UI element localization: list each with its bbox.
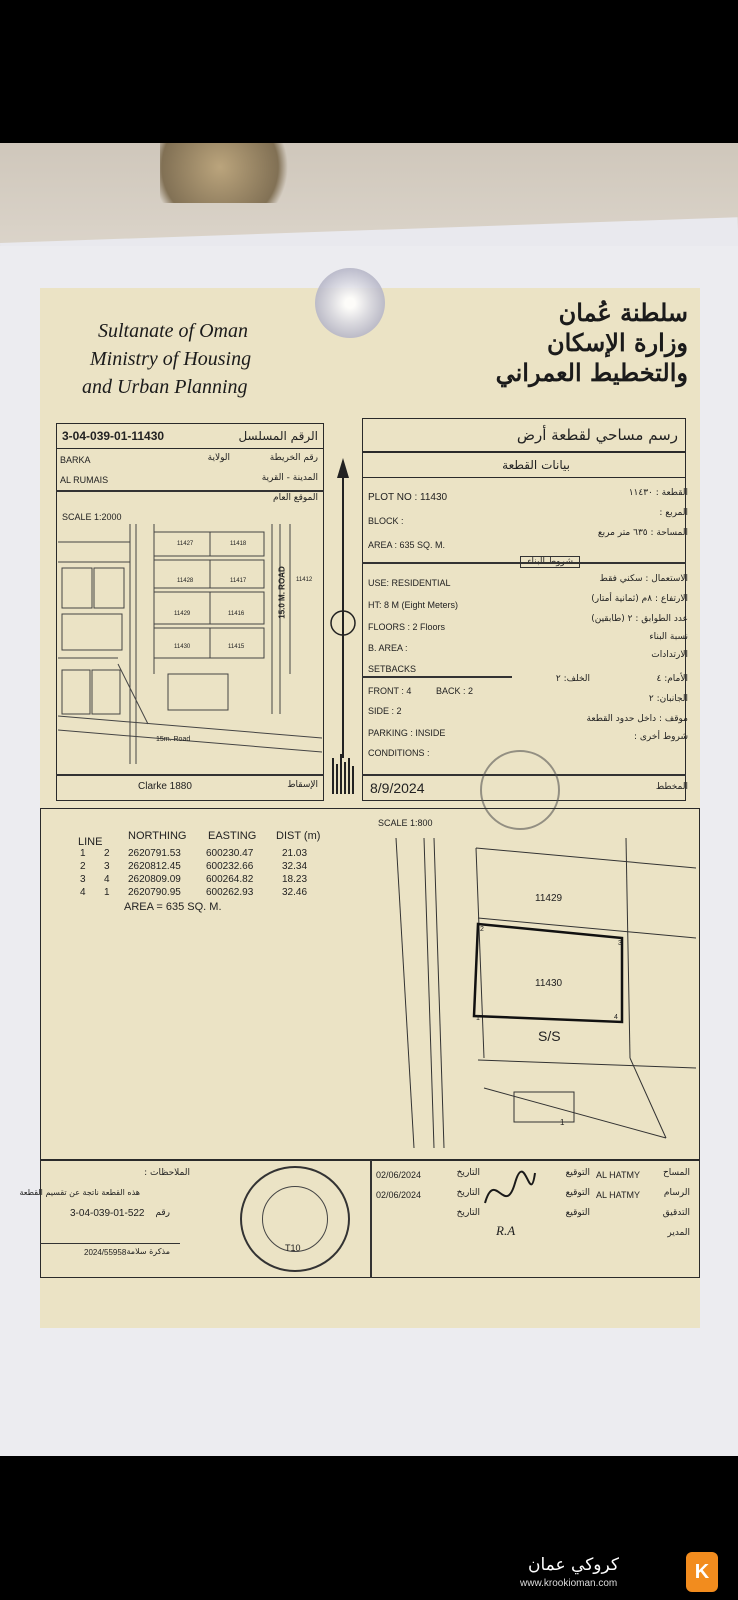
surveyor-date: 02/06/2024 [376, 1170, 422, 1180]
projection-label: الإسقاط [287, 780, 318, 790]
row-northing: 2620812.45 [128, 861, 181, 872]
north-arrow [328, 458, 358, 798]
surveyor-date-label: التاريخ [456, 1168, 480, 1178]
header-ar-line1: سلطنة عُمان [558, 298, 688, 327]
row-dist: 18.23 [282, 874, 308, 885]
scale-right: SCALE 1:800 [378, 818, 433, 828]
serial-label: الرقم المسلسل [238, 429, 318, 443]
divider [370, 1160, 372, 1278]
plot-label-11417: 11417 [230, 578, 247, 584]
col-easting: EASTING [208, 830, 257, 842]
detail-plot-11430: 11430 [535, 978, 563, 989]
floors-ar: عدد الطوابق : ٢ (طابقين) [591, 614, 688, 624]
header-ar-line3: والتخطيط العمراني [495, 358, 688, 387]
row-to: 2 [104, 848, 110, 859]
wilayat-value: BARKA [60, 455, 91, 465]
brand-name: كروكي عمان [528, 1555, 619, 1575]
draftsman-sig-label: التوقيع [565, 1188, 590, 1198]
use-ar: الاستعمال : سكني فقط [599, 574, 688, 584]
area: AREA : 635 SQ. M. [368, 540, 446, 550]
road-label-2: 15m. Road [156, 736, 191, 743]
draftsman-name: AL HATMY [596, 1190, 641, 1200]
row-dist: 32.46 [282, 887, 308, 898]
signature-scribble [480, 1163, 540, 1223]
draftsman-date: 02/06/2024 [376, 1190, 422, 1200]
stamp-code: T10 [285, 1243, 301, 1253]
city-label: المدينة - القرية [261, 473, 318, 483]
brand-url[interactable]: www.krookioman.com [520, 1578, 618, 1589]
floors: FLOORS : 2 Floors [368, 622, 446, 632]
form-title: رسم مساحي لقطعة أرض [516, 426, 678, 444]
draftsman-date-label: التاريخ [456, 1188, 480, 1198]
safety-ref: 2024/55958 [84, 1248, 127, 1257]
road-ss: S/S [538, 1028, 561, 1044]
plot-label-11412: 11412 [296, 577, 313, 583]
surveyor-name: AL HATMY [596, 1170, 641, 1180]
side: SIDE : 2 [368, 706, 402, 716]
use: USE: RESIDENTIAL [368, 578, 451, 588]
bottom-plot: 1 [560, 1118, 565, 1127]
front: FRONT : 4 [368, 686, 412, 696]
row-easting: 600232.66 [206, 861, 254, 872]
projection: Clarke 1880 [138, 781, 192, 792]
row-dist: 21.03 [282, 848, 308, 859]
row-easting: 600264.82 [206, 874, 254, 885]
front-ar: الأمام: ٤ [656, 674, 688, 684]
wilayat-label: الولاية [207, 453, 230, 463]
setbacks: SETBACKS [368, 664, 417, 674]
planner-label: المخطط [655, 782, 688, 792]
role-audit: التدقيق [662, 1208, 690, 1218]
initials: R.A [496, 1223, 516, 1238]
audit-sig-label: التوقيع [565, 1208, 590, 1218]
audit-date-label: التاريخ [456, 1208, 480, 1218]
height-ar: الارتفاع : ٨م (ثمانية أمتار) [591, 594, 688, 604]
scale-left: SCALE 1:2000 [62, 512, 122, 522]
header-ar-line2: وزارة الإسكان [546, 328, 688, 357]
divider [56, 774, 324, 776]
height: HT: 8 M (Eight Meters) [368, 600, 459, 610]
row-dist: 32.34 [282, 861, 308, 872]
row-to: 4 [104, 874, 110, 885]
divider [362, 676, 512, 678]
plot-label-11416: 11416 [228, 611, 245, 617]
serial-value: 3-04-039-01-11430 [62, 429, 165, 443]
building-area-ar: نسبة البناء [649, 632, 688, 642]
row-to: 3 [104, 861, 110, 872]
corner-1: 1 [476, 1015, 480, 1022]
header-en-line1: Sultanate of Oman [98, 320, 248, 342]
conditions-ar: شروط أخرى : [633, 732, 688, 742]
corner-3: 3 [618, 940, 622, 947]
col-line: LINE [78, 836, 103, 848]
corner-2: 2 [480, 926, 484, 933]
row-from: 3 [80, 874, 86, 885]
role-draftsman: الرسام [663, 1188, 690, 1198]
row-easting: 600230.47 [206, 848, 254, 859]
side-ar: الجانبان: ٢ [648, 694, 688, 704]
parking: PARKING : INSIDE [368, 728, 446, 738]
road-label: 15.0 M. ROAD [277, 566, 287, 619]
area-ar: المساحة : ٦٣٥ متر مربع [597, 528, 688, 538]
plot-no-ar: القطعة : ١١٤٣٠ [628, 488, 688, 498]
notes-number-label: رقم [155, 1208, 170, 1218]
safety-label: مذكرة سلامة [126, 1247, 170, 1256]
block-ar: المربع : [659, 508, 688, 518]
notes-text: هذه القطعة ناتجة عن تقسيم القطعة [19, 1188, 140, 1197]
plot-label-11428: 11428 [177, 578, 194, 584]
divider [362, 562, 686, 564]
building-area: B. AREA : [368, 643, 408, 653]
block: BLOCK : [368, 516, 404, 526]
detail-plan [390, 828, 696, 1158]
notes-title: الملاحظات : [144, 1168, 190, 1178]
total-area: AREA = 635 SQ. M. [124, 901, 222, 913]
row-from: 1 [80, 848, 86, 859]
header-en-line2: Ministry of Housing [90, 348, 252, 370]
row-northing: 2620790.95 [128, 887, 181, 898]
issue-date: 8/9/2024 [370, 780, 425, 796]
setbacks-ar: الارتدادات [651, 650, 688, 660]
brand-logo-icon: K [686, 1552, 718, 1592]
plot-label-11430: 11430 [174, 644, 191, 650]
row-from: 4 [80, 887, 86, 898]
row-northing: 2620791.53 [128, 848, 181, 859]
detail-plot-11429: 11429 [535, 893, 563, 904]
location-label: الموقع العام [273, 493, 318, 503]
plot-survey-form [19, 288, 700, 1328]
back: BACK : 2 [436, 686, 474, 696]
row-northing: 2620809.09 [128, 874, 181, 885]
plot-label-11427: 11427 [177, 541, 194, 547]
hologram-seal [315, 268, 385, 338]
row-easting: 600262.93 [206, 887, 254, 898]
role-director: المدير [667, 1228, 690, 1238]
plot-label-11429: 11429 [174, 611, 191, 617]
row-to: 1 [104, 887, 110, 898]
divider [40, 1243, 180, 1244]
fabric-decoration [160, 143, 310, 203]
surveyor-sig-label: التوقيع [565, 1168, 590, 1178]
conditions: CONDITIONS : [368, 748, 430, 758]
village-value: AL RUMAIS [60, 475, 109, 485]
row-from: 2 [80, 861, 86, 872]
plot-no: PLOT NO : 11430 [368, 492, 448, 503]
parking-ar: موقف : داخل حدود القطعة [586, 714, 688, 724]
col-northing: NORTHING [128, 830, 187, 842]
app-footer [0, 1456, 738, 1600]
divider [56, 490, 324, 492]
plot-data-label: بيانات القطعة [502, 458, 570, 472]
notes-number: 3-04-039-01-522 [70, 1208, 145, 1219]
back-ar: الخلف: ٢ [555, 674, 590, 684]
role-surveyor: المساح [662, 1168, 690, 1178]
plot-label-11418: 11418 [230, 541, 247, 547]
header-en-line3: and Urban Planning [82, 376, 248, 398]
plot-label-11415: 11415 [228, 644, 245, 650]
corner-4: 4 [614, 1014, 618, 1021]
col-dist: DIST (m) [276, 830, 321, 842]
map-no-label: رقم الخريطة [269, 453, 318, 463]
